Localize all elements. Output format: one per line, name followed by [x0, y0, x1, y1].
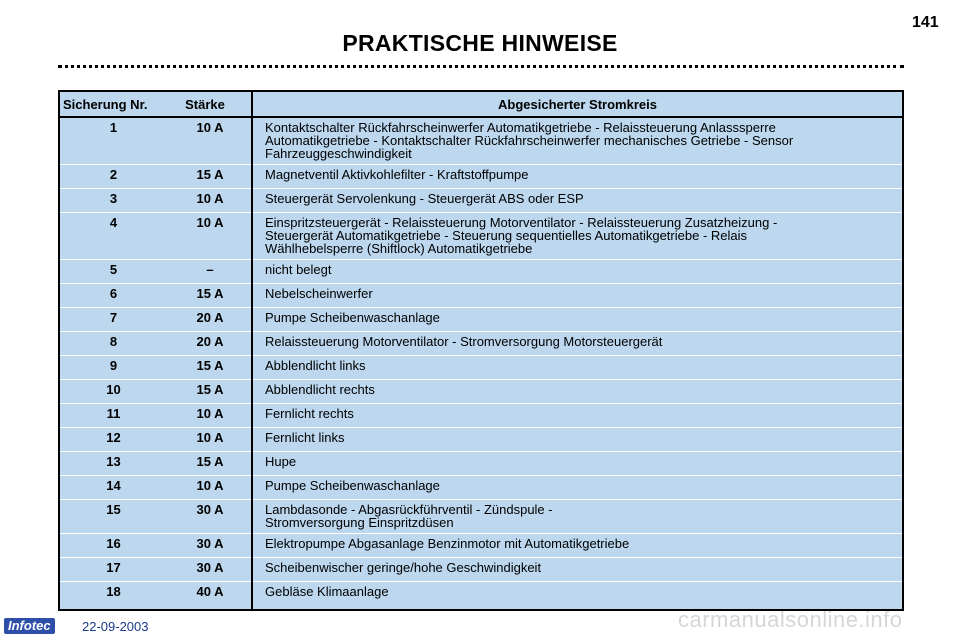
fuse-number-cell: 1 [59, 117, 159, 165]
circuit-line: Steuergerät Automatikgetriebe - Steuerung sequentielles Automatikgetriebe - Relais [265, 228, 748, 243]
circuit-line: Relaissteuerung Motorventilator - Stromversorgung Motorsteuergerät [265, 334, 663, 349]
fuse-number-cell: 18 [106, 584, 121, 599]
fuse-circuit-cell [252, 117, 903, 165]
table-row [59, 534, 903, 558]
circuit-line: Abblendlicht rechts [265, 382, 375, 397]
fuse-rating-cell: 10 A [159, 213, 252, 260]
circuit-line: Pumpe Scheibenwaschanlage [265, 478, 440, 493]
fuse-number-cell: 11 [59, 404, 159, 428]
fuse-rating-cell: 40 A [196, 584, 224, 599]
table-row [59, 582, 903, 611]
circuit-line: Einspritzsteuergerät - Relaissteuerung Motorventilator - Relaissteuerung Zusatzheizung - [265, 215, 778, 230]
header-circuit: Abgesicherter Stromkreis [252, 91, 903, 117]
table-row [59, 117, 903, 165]
fuse-circuit-cell [252, 332, 903, 356]
table-header-row [59, 91, 903, 117]
fuse-rating-cell: 10 A [159, 476, 252, 500]
fuse-rating-cell: 10 A [159, 404, 252, 428]
fuse-circuit-cell [252, 476, 903, 500]
table-row [59, 380, 903, 404]
fuse-number-cell: 13 [59, 452, 159, 476]
table-row [59, 260, 903, 284]
circuit-line: Hupe [265, 454, 297, 469]
fuse-rating-cell: 30 A [159, 500, 252, 534]
circuit-line: Fernlicht links [265, 430, 345, 445]
fuse-number-cell: 14 [59, 476, 159, 500]
fuse-number-cell: 7 [59, 308, 159, 332]
circuit-line: Gebläse Klimaanlage [265, 584, 389, 599]
fuse-number-cell: 16 [59, 534, 159, 558]
header-fuse-number: Sicherung Nr. [59, 91, 159, 117]
circuit-line: Scheibenwischer geringe/hohe Geschwindigkeit [265, 560, 542, 575]
fuse-rating-cell: 15 A [159, 452, 252, 476]
circuit-line: nicht belegt [265, 262, 332, 277]
fuse-circuit-cell [252, 213, 903, 260]
circuit-line: Elektropumpe Abgasanlage Benzinmotor mit Automatikgetriebe [265, 536, 630, 551]
fuse-rating-cell: 10 A [159, 428, 252, 452]
fuse-number-cell: 15 [59, 500, 159, 534]
fuse-circuit-cell [252, 356, 903, 380]
circuit-line: Magnetventil Aktivkohlefilter - Kraftstoffpumpe [265, 167, 529, 182]
table-row [59, 558, 903, 582]
circuit-line: Steuergerät Servolenkung - Steuergerät ABS oder ESP [265, 191, 584, 206]
fuse-number-cell: 2 [59, 165, 159, 189]
table-row [59, 308, 903, 332]
fuse-number-cell: 9 [59, 356, 159, 380]
fuse-rating-cell: 15 A [159, 380, 252, 404]
fuse-circuit-cell [252, 534, 903, 558]
fuse-table [58, 90, 904, 611]
fuse-rating-cell: 20 A [159, 308, 252, 332]
fuse-rating-cell: 30 A [159, 558, 252, 582]
page-title: PRAKTISCHE HINWEISE [342, 30, 618, 56]
fuse-rating-cell: – [159, 260, 252, 284]
fuse-number-cell: 4 [59, 213, 159, 260]
title-divider [58, 65, 904, 68]
fuse-circuit-cell [252, 284, 903, 308]
table-row [59, 213, 903, 260]
circuit-line: Kontaktschalter Rückfahrscheinwerfer Automatikgetriebe - Relaissteuerung Anlasssperre [265, 120, 776, 135]
circuit-line: Pumpe Scheibenwaschanlage [265, 310, 440, 325]
table-row [59, 189, 903, 213]
table-row [59, 452, 903, 476]
circuit-line: Fahrzeuggeschwindigkeit [265, 146, 412, 161]
fuse-number-cell: 6 [59, 284, 159, 308]
table-row [59, 428, 903, 452]
fuse-rating-cell: 10 A [159, 117, 252, 165]
fuse-circuit-cell [252, 308, 903, 332]
fuse-circuit-cell [252, 380, 903, 404]
table-row [59, 404, 903, 428]
fuse-number-cell: 8 [59, 332, 159, 356]
fuse-circuit-cell [252, 404, 903, 428]
table-row [59, 165, 903, 189]
circuit-line: Abblendlicht links [265, 358, 366, 373]
fuse-rating-cell: 10 A [159, 189, 252, 213]
circuit-line: Nebelscheinwerfer [265, 286, 373, 301]
circuit-line: Stromversorgung Einspritzdüsen [265, 515, 454, 530]
table-row [59, 332, 903, 356]
fuse-number-cell: 17 [59, 558, 159, 582]
fuse-circuit-cell [252, 558, 903, 582]
fuse-circuit-cell [252, 452, 903, 476]
fuse-circuit-cell [252, 165, 903, 189]
fuse-circuit-cell [252, 189, 903, 213]
fuse-circuit-cell [252, 428, 903, 452]
fuse-rating-cell: 20 A [159, 332, 252, 356]
fuse-number-cell: 10 [59, 380, 159, 404]
infotec-logo: Infotec [4, 618, 55, 634]
header-rating: Stärke [159, 91, 252, 117]
circuit-line: Wählhebelsperre (Shiftlock) Automatikgetriebe [265, 241, 533, 256]
circuit-line: Fernlicht rechts [265, 406, 354, 421]
fuse-number-cell: 3 [59, 189, 159, 213]
footer-date: 22-09-2003 [82, 619, 149, 634]
table-row [59, 356, 903, 380]
fuse-rating-cell: 15 A [159, 165, 252, 189]
fuse-circuit-cell [252, 500, 903, 534]
table-row [59, 500, 903, 534]
fuse-rating-cell: 30 A [159, 534, 252, 558]
fuse-circuit-cell [252, 260, 903, 284]
fuse-number-cell: 12 [59, 428, 159, 452]
watermark-text: carmanualsonline.info [678, 607, 903, 632]
page-number: 141 [912, 14, 939, 31]
fuse-number-cell: 5 [59, 260, 159, 284]
circuit-line: Automatikgetriebe - Kontaktschalter Rückfahrscheinwerfer mechanisches Getriebe - Sensor [265, 133, 794, 148]
fuse-rating-cell: 15 A [159, 356, 252, 380]
fuse-circuit-cell [252, 582, 903, 611]
fuse-rating-cell: 15 A [159, 284, 252, 308]
table-row [59, 284, 903, 308]
circuit-line: Lambdasonde - Abgasrückführventil - Zündspule - [265, 502, 553, 517]
table-row [59, 476, 903, 500]
